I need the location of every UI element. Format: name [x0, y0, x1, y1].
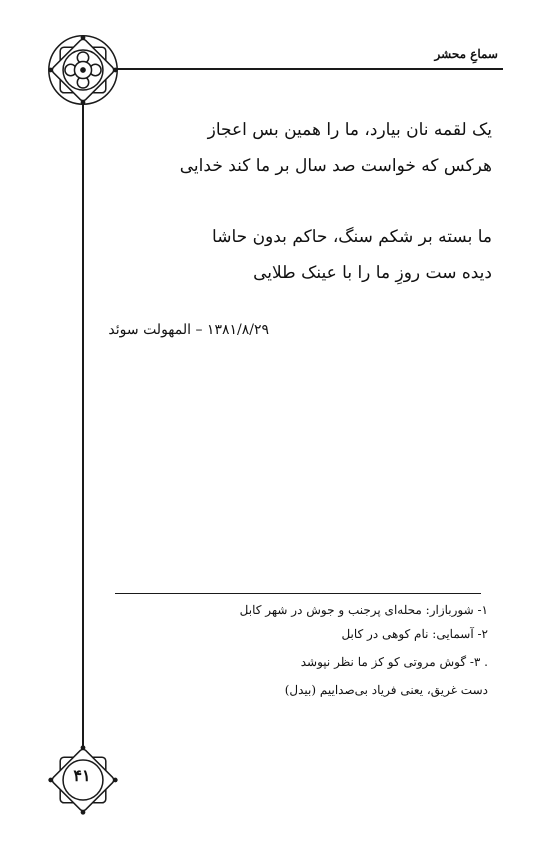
header-rule — [113, 68, 503, 70]
footnote-item: ۲- آسمایی: نام کوهی در کابل — [341, 627, 488, 641]
footnote-separator — [115, 593, 481, 594]
verse-line: یک لقمه نان بیارد، ما را همین بس اعجاز — [207, 120, 492, 140]
date-place-line: ۱۳۸۱/۸/۲۹ – المهولت سوئد — [108, 322, 269, 338]
running-head: سماعِ محشر — [434, 47, 498, 61]
footnote-item: ۱- شوربازار: محله‌ای پرجنب و جوش در شهر کابل — [239, 603, 488, 617]
verse-line: هرکس که خواست صد سال بر ما کند خدایی — [179, 156, 492, 176]
verse-line: ما بسته بر شکم سنگ، حاکم بدون حاشا — [212, 227, 492, 247]
margin-rule — [82, 95, 84, 755]
page-number: ۴۱ — [73, 766, 91, 785]
verse-line: دیده ست روزِ ما را با عینک طلایی — [253, 263, 492, 283]
footnote-item: . ۳- گوش مروتی کو کز ما نظر نپوشد — [300, 655, 488, 669]
arabesque-rosette-icon — [45, 32, 121, 108]
footnote-item: دست غریق، یعنی فریاد بی‌صداییم (بیدل) — [284, 683, 488, 697]
